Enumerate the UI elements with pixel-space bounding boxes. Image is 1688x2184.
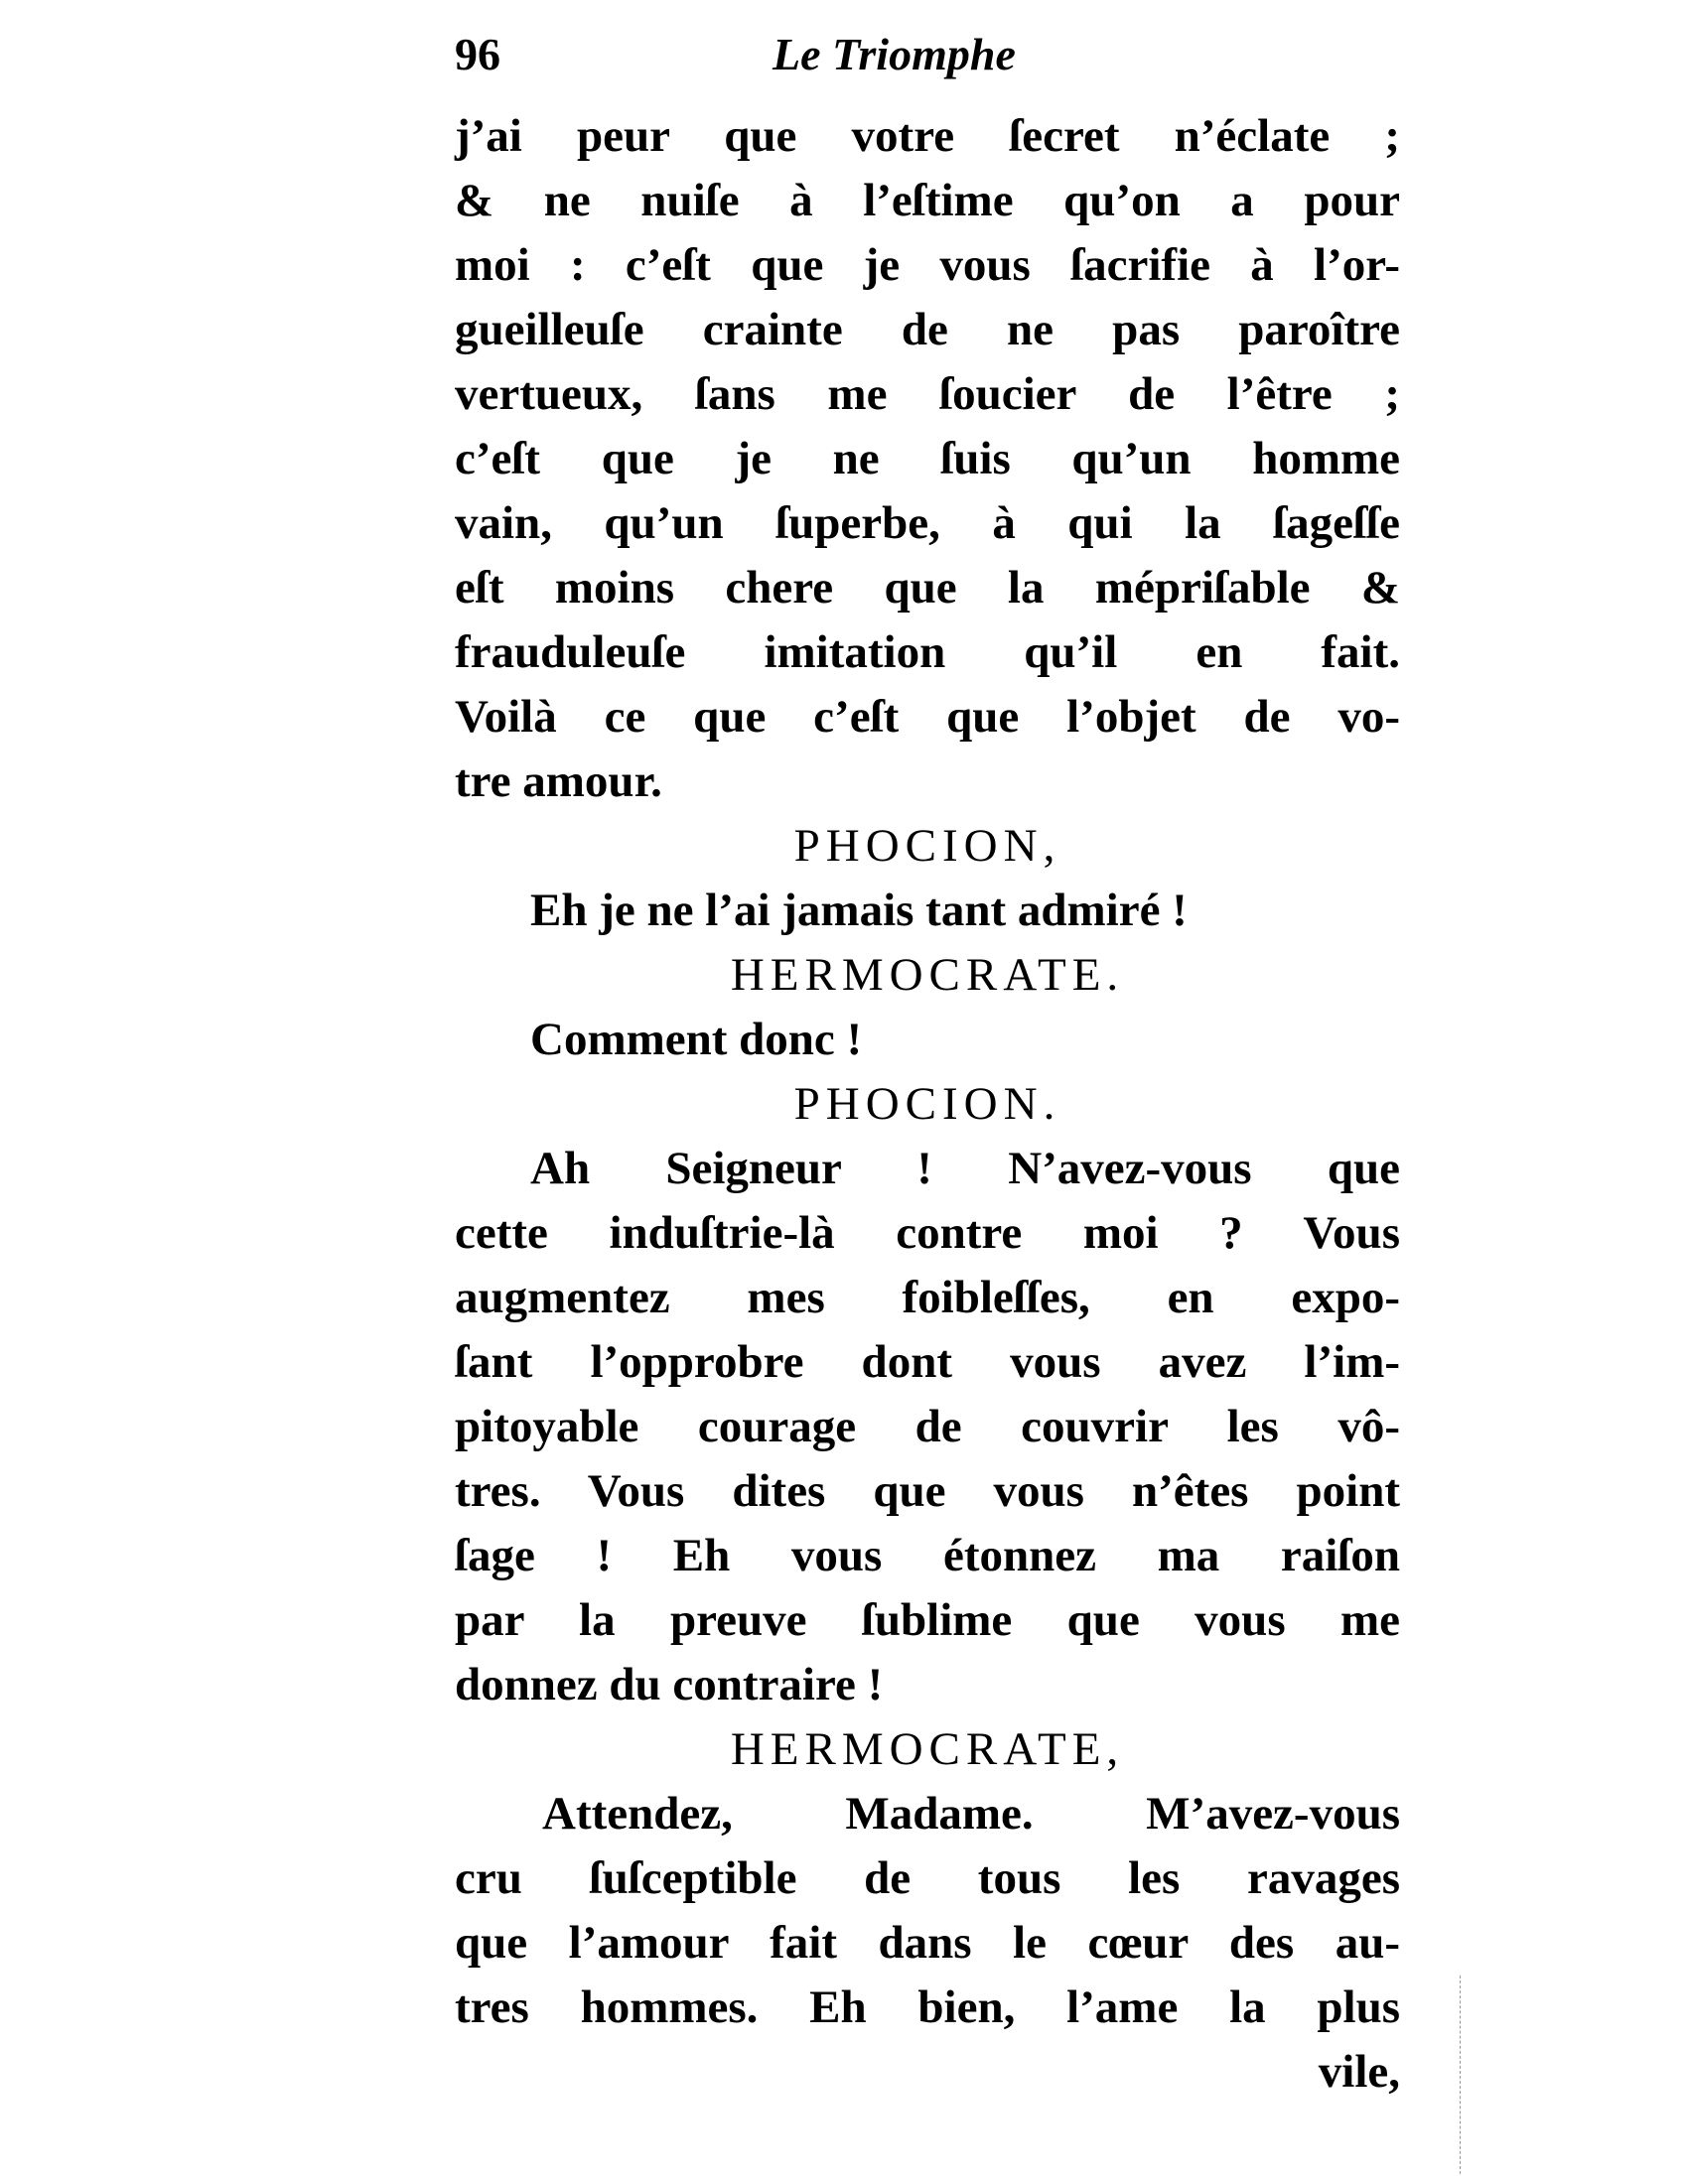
text-line: cette induſtrie-là contre moi ? Vous (455, 1207, 1400, 1259)
text-line: vain, qu’un ſuperbe, à qui la ſageſſe (455, 497, 1400, 549)
text-line: Voilà ce que c’eſt que l’objet de vo- (455, 691, 1400, 743)
text-line: Attendez, Madame. M’avez-vous (542, 1788, 1400, 1840)
text-line: & ne nuiſe à l’eſtime qu’on a pour (455, 175, 1400, 226)
text-line: que l’amour fait dans le cœur des au- (455, 1917, 1400, 1969)
speaker-name: HERMOCRATE. (730, 949, 1125, 1001)
text-line: j’ai peur que votre ſecret n’éclate ; (455, 110, 1400, 162)
text-line: tre amour. (455, 755, 662, 807)
text-line: Ah Seigneur ! N’avez-vous que (530, 1143, 1400, 1194)
text-line: tres hommes. Eh bien, l’ame la plus (455, 1981, 1400, 2033)
speaker-name: PHOCION. (793, 1078, 1061, 1130)
text-line: c’eſt que je ne ſuis qu’un homme (455, 433, 1400, 484)
text-line: ſage ! Eh vous étonnez ma raiſon (455, 1530, 1400, 1581)
body-text (455, 104, 1400, 2105)
text-line: Comment donc ! (530, 1014, 863, 1065)
text-line: eſt moins chere que la mépriſable & (455, 562, 1400, 614)
text-line: par la preuve ſublime que vous me (455, 1594, 1400, 1646)
text-line: ſant l’opprobre dont vous avez l’im- (455, 1336, 1400, 1388)
text-line: pitoyable courage de couvrir les vô- (455, 1401, 1400, 1452)
page-number: 96 (455, 29, 500, 79)
text-line: donnez du contraire ! (455, 1659, 884, 1710)
page-edge-mark (1460, 1976, 1463, 2174)
text-line: tres. Vous dites que vous n’êtes point (455, 1465, 1400, 1517)
speaker-name: HERMOCRATE, (730, 1723, 1125, 1775)
text-line: Eh je ne l’ai jamais tant admiré ! (530, 885, 1188, 936)
text-line: frauduleuſe imitation qu’il en fait. (455, 626, 1400, 678)
page-header (455, 28, 1400, 92)
text-line: vertueux, ſans me ſoucier de l’être ; (455, 368, 1400, 420)
text-line: cru ſuſceptible de tous les ravages (455, 1852, 1400, 1904)
catchword: vile, (1318, 2046, 1400, 2098)
text-line: moi : c’eſt que je vous ſacrifie à l’or- (455, 239, 1400, 291)
running-title: Le Triomphe (773, 29, 1016, 79)
speaker-name: PHOCION, (793, 820, 1061, 872)
text-line: gueilleuſe crainte de ne pas paroître (455, 304, 1400, 355)
text-line: augmentez mes foibleſſes, en expo- (455, 1272, 1400, 1323)
